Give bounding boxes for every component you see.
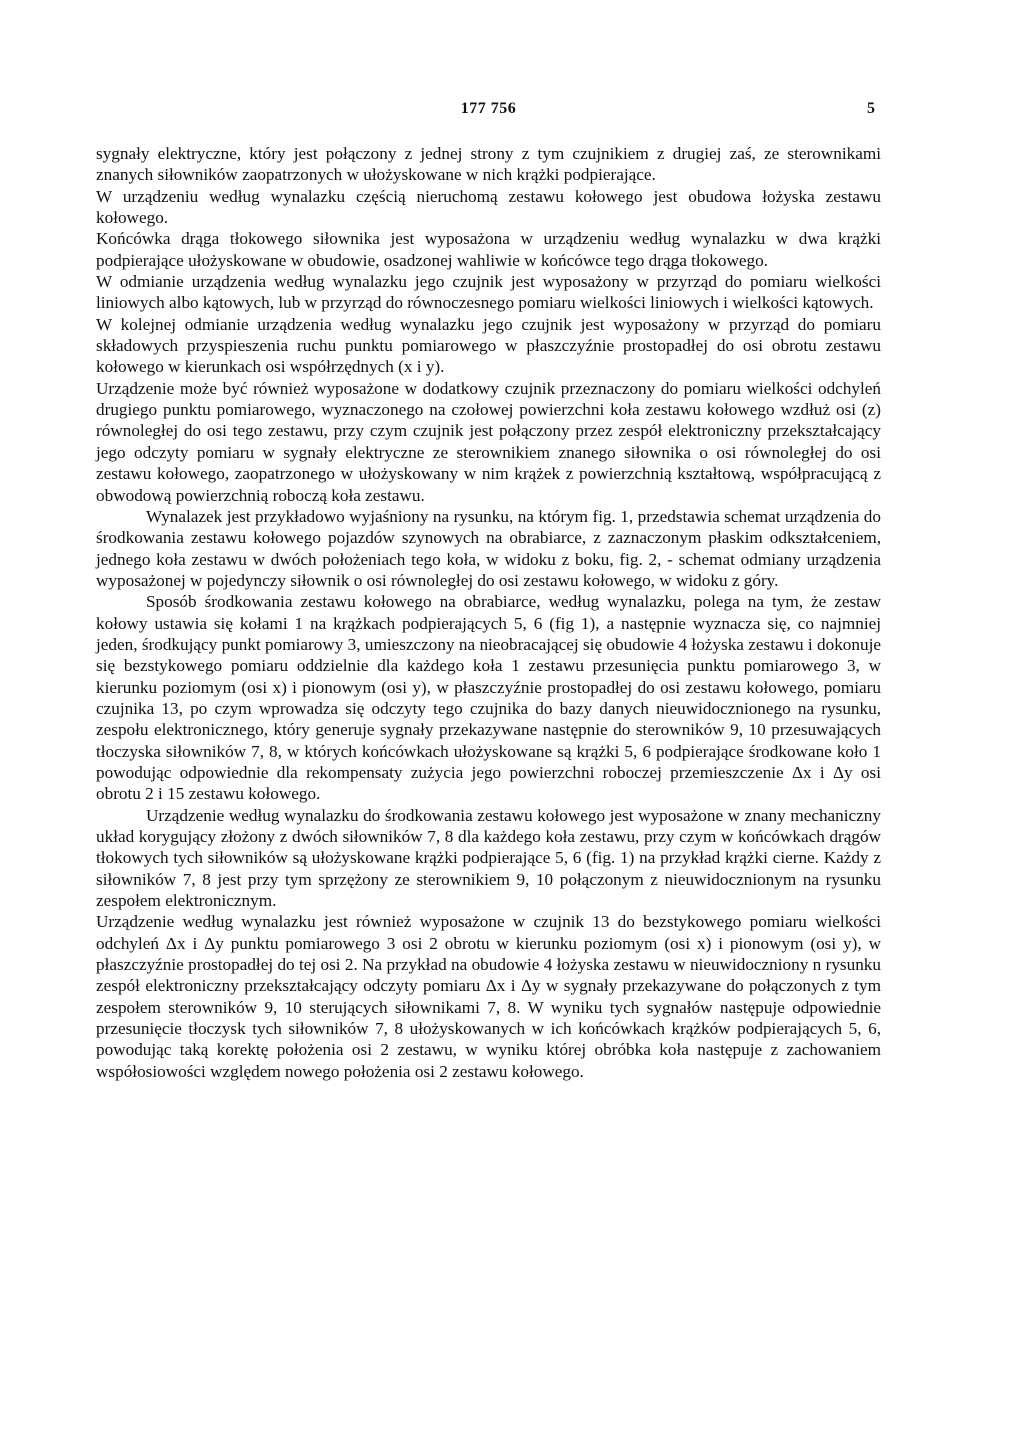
paragraph: W urządzeniu według wynalazku częścią nieruchomą zestawu kołowego jest obudowa łożyska zestawu kołowego. <box>96 186 881 228</box>
paragraph: Końcówka drąga tłokowego siłownika jest wyposażona w urządzeniu według wynalazku w dwa krążki podpierające ułożyskowane w obudowie, osadzonej wahliwie w końcówce tego drąga tłokowego. <box>96 229 881 270</box>
document-number: 177 756 <box>460 100 517 117</box>
paragraph: W kolejnej odmianie urządzenia według wynalazku jego czujnik jest wyposażony w przyrząd do pomiaru składowych przyspieszenia ruchu punktu pomiarowego w płaszczyźnie prostopadłej do osi obrotu zestawu kołowego w kierunkach osi współrzędnych (x i y). <box>96 314 881 377</box>
paragraph: Urządzenie może być również wyposażone w dodatkowy czujnik przeznaczony do pomiaru wielkości odchyleń drugiego punktu pomiarowego, wyznaczonego na czołowej powierzchni koła zestawu kołowego wzdłuż osi (z) równoległej do osi tego zestawu, przy czym czujnik jest połączony przez zespół elektroniczny przekształcający jego odczyty pomiaru w sygnały elektryczne ze sterownikiem znanego siłownika o osi równoległej do osi zestawu kołowego, zaopatrzonego w ułożyskowany w nim krążek z powierzchnią kształtową, współpracującą z obwodową powierzchnią roboczą koła zestawu. <box>96 378 881 505</box>
paragraph: Sposób środkowania zestawu kołowego na obrabiarce, według wynalazku, polega na tym, że zestaw kołowy ustawia się kołami 1 na krążkach podpierających 5, 6 (fig 1), a następnie wyznacza się, co najmniej jeden, środkujący punkt pomiarowy 3, umieszczony na nieobracającej się obudowie 4 łożyska zestawu i dokonuje się bezstykowego pomiaru oddzielnie dla każdego koła 1 zestawu przesunięcia punktu pomiarowego 3, w kierunku poziomym (osi x) i pionowym (osi y), w płaszczyźnie prostopadłej do osi zestawu kołowego, pomiaru czujnika 13, po czym wprowadza się odczyty tego czujnika do bazy danych nieuwidocznionego na rysunku, zespołu elektronicznego, który generuje sygnały przekazywane następnie do sterowników 9, 10 przesuwających tłoczyska siłowników 7, 8, w których końcówkach ułożyskowane są krążki 5, 6 podpierające środkowane koło 1 powodując odpowiednie dla rekompensaty zużycia jego powierzchni roboczej przemieszczenie Δx i Δy osi obrotu 2 i 15 zestawu kołowego. <box>96 592 881 804</box>
paragraph: Urządzenie według wynalazku jest również wyposażone w czujnik 13 do bezstykowego pomiaru wielkości odchyleń Δx i Δy punktu pomiarowego 3 osi 2 obrotu w kierunku poziomym (osi x) i pionowym (osi y), w płaszczyźnie prostopadłej do tej osi 2. Na przykład na obudowie 4 łożyska zestawu w nieuwidoczniony n rysunku zespół elektroniczny przekształcający odczyty pomiaru Δx i Δy w sygnały przekazywane do połączonych z tym zespołem sterowników 9, 10 sterujących siłownikami 7, 8. W wyniku tych sygnałów następuje odpowiednie przesunięcie tłoczysk tych siłowników 7, 8 ułożyskowanych w ich końcówkach krążków podpierających 5, 6, powodując taką korektę położenia osi 2 zestawu, w wyniku której obróbka koła następuje z zachowaniem współosiowości względem nowego położenia osi 2 zestawu kołowego. <box>96 912 881 1081</box>
paragraph: Wynalazek jest przykładowo wyjaśniony na rysunku, na którym fig. 1, przedstawia schemat urządzenia do środkowania zestawu kołowego pojazdów szynowych na obrabiarce, z zaznaczonym płaskim odkształceniem, jednego koła zestawu w dwóch położeniach tego koła, w widoku z boku, fig. 2, - schemat odmiany urządzenia wyposażonej w pojedynczy siłownik o osi równoległej do osi zestawu kołowego, w widoku z góry. <box>96 506 881 590</box>
paragraph: Urządzenie według wynalazku do środkowania zestawu kołowego jest wyposażone w znany mechaniczny układ korygujący złożony z dwóch siłowników 7, 8 dla każdego koła zestawu, przy czym w końcówkach drągów tłokowych tych siłowników są ułożyskowane krążki podpierające 5, 6 (fig. 1) na przykład krążki cierne. Każdy z siłowników 7, 8 jest przy tym sprzężony ze sterownikiem 9, 10 połączonym z nieuwidocznionym na rysunku zespołem elektronicznym. <box>96 805 881 911</box>
body-text <box>96 143 881 1082</box>
paragraph: sygnały elektryczne, który jest połączony z jednej strony z tym czujnikiem z drugiej zaś, ze sterownikami znanych siłowników zaopatrzonych w ułożyskowane w nich krążki podpierające. <box>96 144 881 185</box>
paragraph: W odmianie urządzenia według wynalazku jego czujnik jest wyposażony w przyrząd do pomiaru wielkości liniowych albo kątowych, lub w przyrząd do równoczesnego pomiaru wielkości liniowych i wielkości kątowych. <box>96 272 881 313</box>
page-header <box>96 100 881 122</box>
page-number: 5 <box>867 100 875 117</box>
